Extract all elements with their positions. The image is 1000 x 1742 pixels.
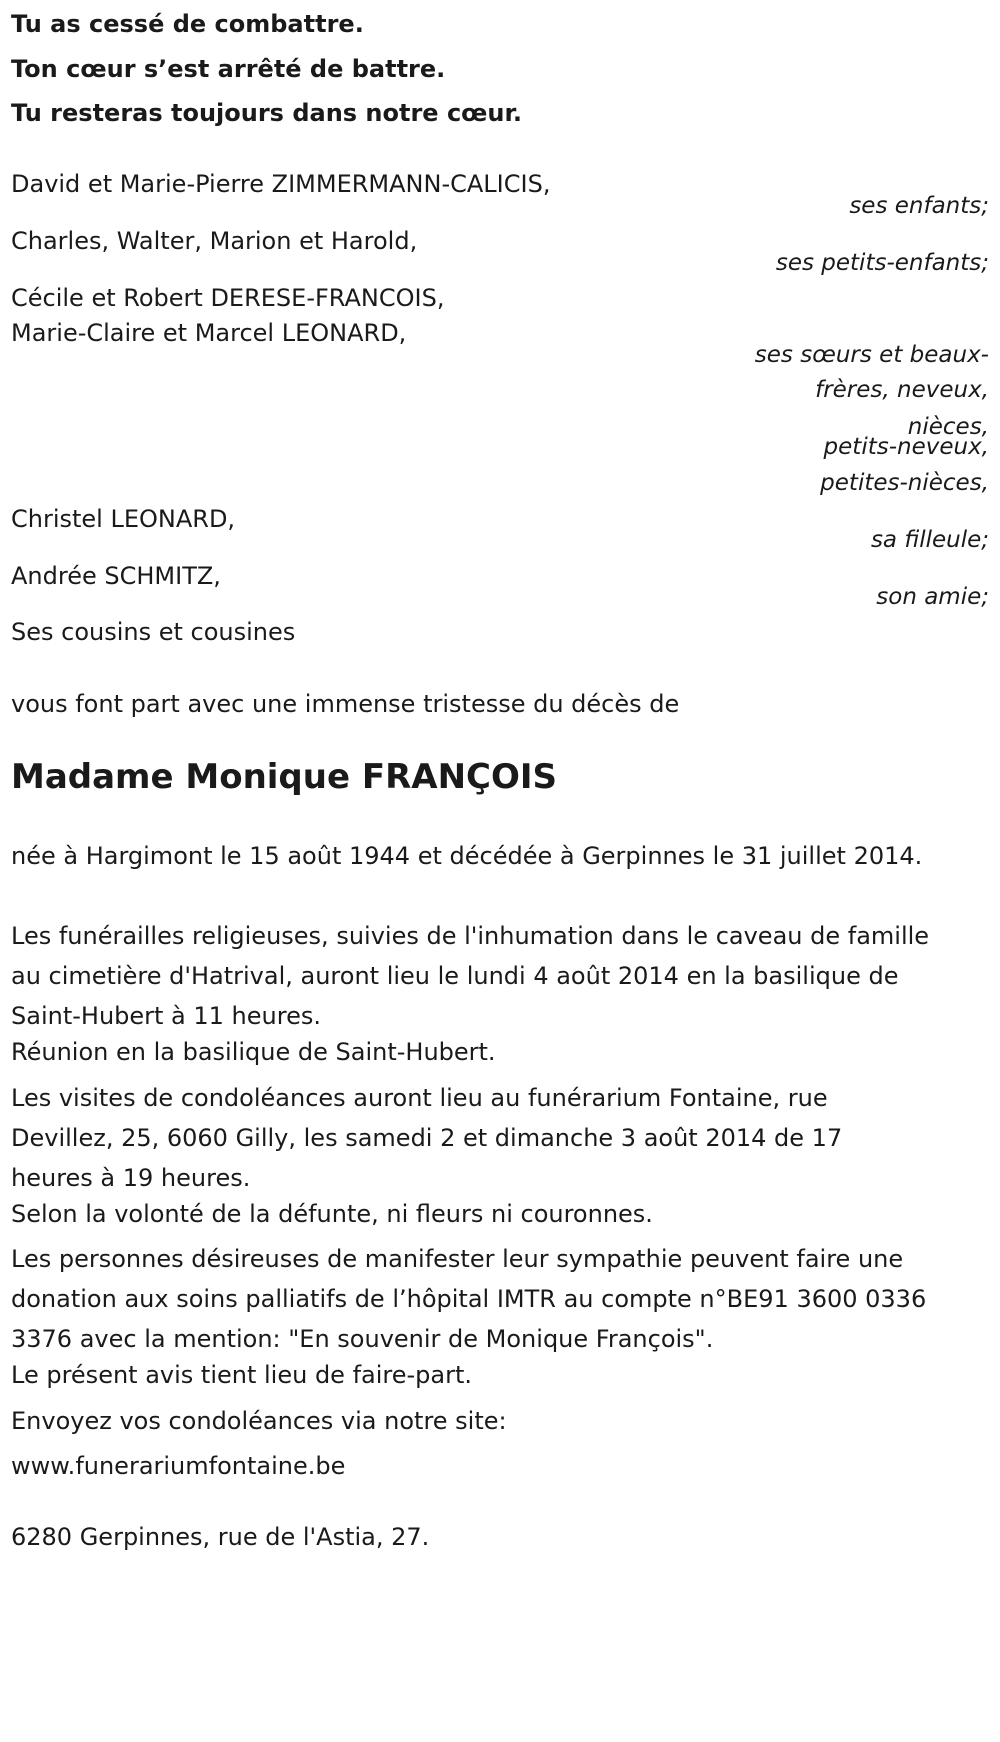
grandchildren-names: Charles, Walter, Marion et Harold, <box>11 227 418 255</box>
condolences-paragraph: Envoyez vos condoléances via notre site: <box>11 1407 507 1435</box>
siblings-relation-2: frères, neveux, <box>815 377 989 403</box>
siblings-names-1: Cécile et Robert DERESE-FRANCOIS, <box>11 284 445 312</box>
notice-paragraph: Le présent avis tient lieu de faire-part. <box>11 1361 473 1389</box>
deceased-name: Madame Monique FRANÇOIS <box>11 757 558 797</box>
donation-paragraph: Les personnes désireuses de manifester leur sympathie peuvent faire une donation aux soins palliatifs de l’hôpital IMTR au compte n°BE91 3600 0336 3376 avec la mention: "En souvenir de Monique François". <box>11 1245 927 1353</box>
funeral-paragraph: Les funérailles religieuses, suivies de l'inhumation dans le caveau de famille au cimetière d'Hatrival, auront lieu le lundi 4 août 2014 en la basilique de Saint-Hubert à 11 heures. <box>11 922 930 1030</box>
flowers-paragraph: Selon la volonté de la défunte, ni fleurs ni couronnes. <box>11 1200 653 1228</box>
visits-paragraph: Les visites de condoléances auront lieu au funérarium Fontaine, rue Devillez, 25, 6060 Gilly, les samedi 2 et dimanche 3 août 2014 de 17 heures à 19 heures. <box>11 1084 843 1192</box>
siblings-relation-3: nièces, <box>907 414 989 440</box>
reunion-paragraph: Réunion en la basilique de Saint-Hubert. <box>11 1038 496 1066</box>
friend-relation: son amie; <box>876 584 989 610</box>
poem-line-2: Ton cœur s’est arrêté de battre. <box>11 55 446 83</box>
siblings-relation-4: petits-neveux, <box>823 434 989 460</box>
children-names: David et Marie-Pierre ZIMMERMANN-CALICIS, <box>11 170 551 198</box>
poem-line-1: Tu as cessé de combattre. <box>11 10 364 38</box>
goddaughter-relation: sa filleule; <box>870 527 989 553</box>
siblings-relation-1: ses sœurs et beaux- <box>754 342 989 368</box>
siblings-relation-5: petites-nièces, <box>820 470 989 496</box>
cousins-line: Ses cousins et cousines <box>11 618 296 646</box>
siblings-names-2: Marie-Claire et Marcel LEONARD, <box>11 319 407 347</box>
website-link[interactable]: www.funerariumfontaine.be <box>11 1452 346 1480</box>
goddaughter-name: Christel LEONARD, <box>11 505 236 533</box>
children-relation: ses enfants; <box>849 193 989 219</box>
birth-death-paragraph: née à Hargimont le 15 août 1944 et décédée à Gerpinnes le 31 juillet 2014. <box>11 842 923 870</box>
grandchildren-relation: ses petits-enfants; <box>775 250 989 276</box>
friend-name: Andrée SCHMITZ, <box>11 562 221 590</box>
announcement-text: vous font part avec une immense tristesse du décès de <box>11 690 680 718</box>
poem-line-3: Tu resteras toujours dans notre cœur. <box>11 99 523 127</box>
address-paragraph: 6280 Gerpinnes, rue de l'Astia, 27. <box>11 1523 430 1551</box>
